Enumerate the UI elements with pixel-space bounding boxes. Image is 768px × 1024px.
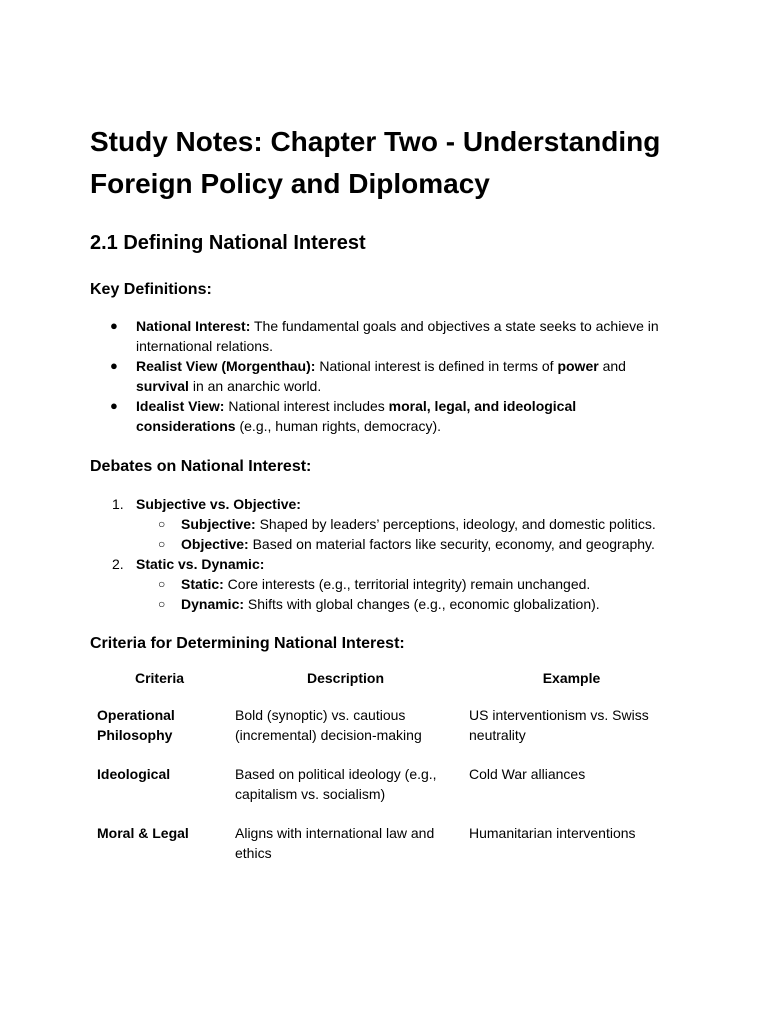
section-heading: 2.1 Defining National Interest [90, 232, 366, 254]
table-row [90, 823, 680, 873]
sub-item-text: Core interests (e.g., territorial integrity) remain unchanged. [223, 576, 591, 592]
definition-realist-view [110, 356, 678, 396]
table-cell-criteria: Operational Philosophy [97, 707, 175, 743]
hollow-bullet-icon: ○ [158, 577, 166, 591]
definition-text: and [598, 358, 626, 374]
sub-item-text: Shifts with global changes (e.g., economic globalization). [244, 596, 600, 612]
debates-heading: Debates on National Interest: [90, 458, 312, 475]
table-cell-criteria: Ideological [97, 766, 171, 782]
hollow-bullet-icon: ○ [158, 597, 166, 611]
definition-national-interest [110, 316, 678, 356]
table-cell-example: US interventionism vs. Swiss neutrality [469, 707, 649, 743]
definition-term: Idealist View: [136, 398, 225, 414]
key-definitions-list [110, 316, 678, 436]
sub-item-term: Subjective: [181, 516, 256, 532]
definition-text: National interest includes [224, 398, 389, 414]
debate-sub-item [136, 574, 678, 594]
emphasis-text: survival [136, 378, 189, 394]
definition-text: (e.g., human rights, democracy). [235, 418, 442, 434]
emphasis-text: power [557, 358, 599, 374]
debate-item [110, 494, 678, 554]
table-cell-example: Humanitarian interventions [469, 825, 636, 841]
table-cell-description: Bold (synoptic) vs. cautious (incremental) decision-making [235, 707, 422, 743]
hollow-bullet-icon: ○ [158, 517, 166, 531]
table-cell-description: Aligns with international law and ethics [235, 825, 435, 861]
sub-item-term: Objective: [181, 536, 249, 552]
table-row [90, 705, 680, 755]
list-number: 1. [112, 496, 124, 512]
document-title: Study Notes: Chapter Two - Understanding Foreign Policy and Diplomacy [90, 126, 661, 199]
list-number: 2. [112, 556, 124, 572]
column-header: Example [542, 670, 601, 686]
definition-text: National interest is defined in terms of [315, 358, 558, 374]
sub-item-term: Dynamic: [181, 596, 245, 612]
criteria-heading: Criteria for Determining National Interest: [90, 635, 405, 652]
hollow-bullet-icon: ○ [158, 537, 166, 551]
table-cell-example: Cold War alliances [469, 766, 586, 782]
table-header-row [90, 668, 680, 696]
bullet-icon: ● [110, 398, 118, 413]
debate-sub-item [136, 534, 678, 554]
debate-sub-item [136, 594, 678, 614]
debate-item [110, 554, 678, 614]
bullet-icon: ● [110, 318, 118, 333]
debates-list [110, 494, 678, 614]
debate-sub-item [136, 514, 678, 534]
table-row [90, 764, 680, 814]
definition-term: National Interest: [136, 318, 251, 334]
sub-item-text: Shaped by leaders’ perceptions, ideology, and domestic politics. [255, 516, 656, 532]
sub-item-text: Based on material factors like security, economy, and geography. [248, 536, 655, 552]
sub-item-term: Static: [181, 576, 224, 592]
emphasis-text: moral, legal, and ideological considerations [136, 398, 577, 434]
debate-title: Static vs. Dynamic: [136, 556, 265, 572]
column-header: Description [306, 670, 384, 686]
criteria-table [90, 668, 680, 873]
definition-idealist-view [110, 396, 678, 436]
table-cell-description: Based on political ideology (e.g., capitalism vs. socialism) [235, 766, 437, 802]
definition-term: Realist View (Morgenthau): [136, 358, 316, 374]
key-definitions-heading: Key Definitions: [90, 281, 212, 298]
bullet-icon: ● [110, 358, 118, 373]
column-header: Criteria [134, 670, 185, 686]
debate-sub-list [136, 574, 678, 614]
definition-text: The fundamental goals and objectives a state seeks to achieve in international relations. [136, 318, 659, 354]
debate-title: Subjective vs. Objective: [136, 496, 301, 512]
debate-sub-list [136, 514, 678, 554]
definition-text: in an anarchic world. [188, 378, 322, 394]
table-cell-criteria: Moral & Legal [97, 825, 189, 841]
